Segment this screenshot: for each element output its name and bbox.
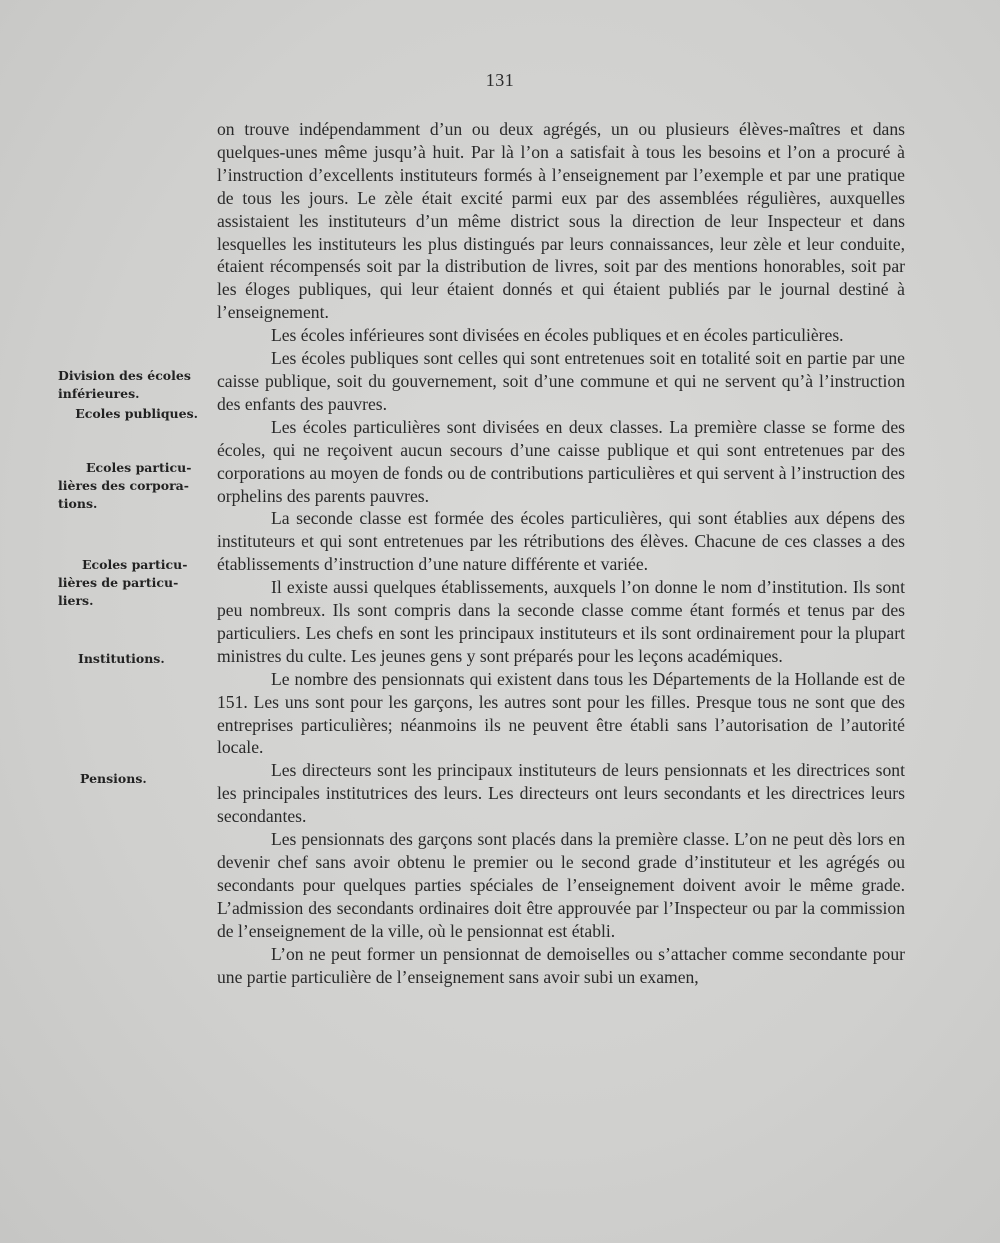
margin-note-division	[58, 367, 198, 403]
margin-note-pensions	[80, 770, 220, 788]
paragraph: La seconde classe est formée des écoles particulières, qui sont établies aux dépens des instituteurs et qui sont entretenues par les rétributions des élèves. Chacune de ces classes a des établissements d’instruction d’une nature différente et variée.	[217, 508, 905, 575]
margin-note-line: Institutions.	[78, 651, 165, 666]
paragraph: Le nombre des pensionnats qui existent dans tous les Départements de la Hollande est de 151. Les uns sont pour les garçons, les autres sont pour les filles. Presque tous ne sont que des entreprises particulières; néanmoins ils ne peuvent être établi sans l’autorisation de l’autorité locale.	[217, 668, 905, 758]
paragraph: Les directeurs sont les principaux instituteurs de leurs pensionnats et les directrices sont les principales institutrices des leurs. Les directeurs ont leurs secondants et les directrices leurs secondantes.	[217, 760, 905, 827]
margin-note-line: lières de particu-	[58, 575, 179, 590]
margin-note-line: liers.	[58, 593, 94, 608]
margin-note-corporations	[58, 459, 198, 477]
paragraph: Les écoles inférieures sont divisées en écoles publiques et en écoles particulières.	[271, 325, 844, 346]
margin-note-line: Ecoles particu-	[82, 557, 188, 572]
margin-note-particuliers	[58, 556, 198, 574]
paragraph: Les pensionnats des garçons sont placés dans la première classe. L’on ne peut dès lors en devenir chef sans avoir obtenu le premier ou le second grade d’instituteur et les agrégés ou secondants pour quelques parties spéciales de l’enseignement doivent avoir le même grade. L’admission des secondants ordinaires doit être approuvée par l’Inspecteur ou par la commission de l’enseignement de la ville, où le pensionnat est établi.	[217, 829, 905, 941]
margin-note-line: Division des écoles	[58, 368, 191, 383]
paragraph: Il existe aussi quelques établissements, auxquels l’on donne le nom d’institution. Ils sont peu nombreux. Ils sont compris dans la seconde classe comme étant formés et tenus par des particuliers. Les chefs en sont les principaux instituteurs et ils sont ordinairement pour la plupart ministres du culte. Les jeunes gens y sont préparés pour les leçons académiques.	[217, 577, 905, 666]
paragraph: on trouve indépendamment d’un ou deux agrégés, un ou plusieurs élèves-maîtres et dans quelques-unes même jusqu’à huit. Par là l’on a satisfait à tous les besoins et l’on a procuré à l’instruction d’excellents instituteurs formés à l’enseignement par l’exemple et par une pratique de tous les jours. Le zèle était excité parmi eux par des assemblées régulières, auxquelles assistaient les instituteurs d’un même district sous la direction de leur Inspecteur et dans lesquelles les instituteurs les plus distingués par leurs connaissances, leur zèle et leur conduite, étaient récompensés soit par la distribution de livres, soit par des mentions honorables, soit par les éloges publiques, qui leur étaient donnés et qui étaient publiés par le journal destiné à l’enseignement.	[217, 119, 905, 323]
margin-note-line: lières des corpora-	[58, 478, 189, 493]
margin-note-line: Ecoles publiques.	[75, 406, 198, 421]
page-number: 131	[485, 70, 515, 90]
margin-note-publiques	[58, 405, 198, 423]
body-text	[217, 118, 905, 988]
margin-note-line: Ecoles particu-	[86, 460, 192, 475]
margin-note-line: tions.	[58, 496, 98, 511]
margin-note-corporations-cont	[58, 477, 198, 513]
margin-note-line: Pensions.	[80, 771, 147, 786]
margin-note-institutions	[78, 650, 218, 668]
paragraph: Les écoles publiques sont celles qui sont entretenues soit en totalité soit en partie par une caisse publique, soit du gouvernement, soit d’une commune et qui ne servent qu’à l’instruction des enfants des pauvres.	[217, 348, 905, 414]
margin-note-particuliers-cont	[58, 574, 198, 610]
paragraph: Les écoles particulières sont divisées en deux classes. La première classe se forme des écoles, qui ne reçoivent aucun secours d’une caisse publique et qui sont entretenues par des corporations au moyen de fonds ou de contributions particulières et qui servent à l’instruction des orphelins des parents pauvres.	[217, 416, 905, 506]
paragraph: L’on ne peut former un pensionnat de demoiselles ou s’attacher comme secondante pour une partie particulière de l’enseignement sans avoir subi un examen,	[217, 943, 905, 987]
margin-note-line: inférieures.	[58, 386, 140, 401]
